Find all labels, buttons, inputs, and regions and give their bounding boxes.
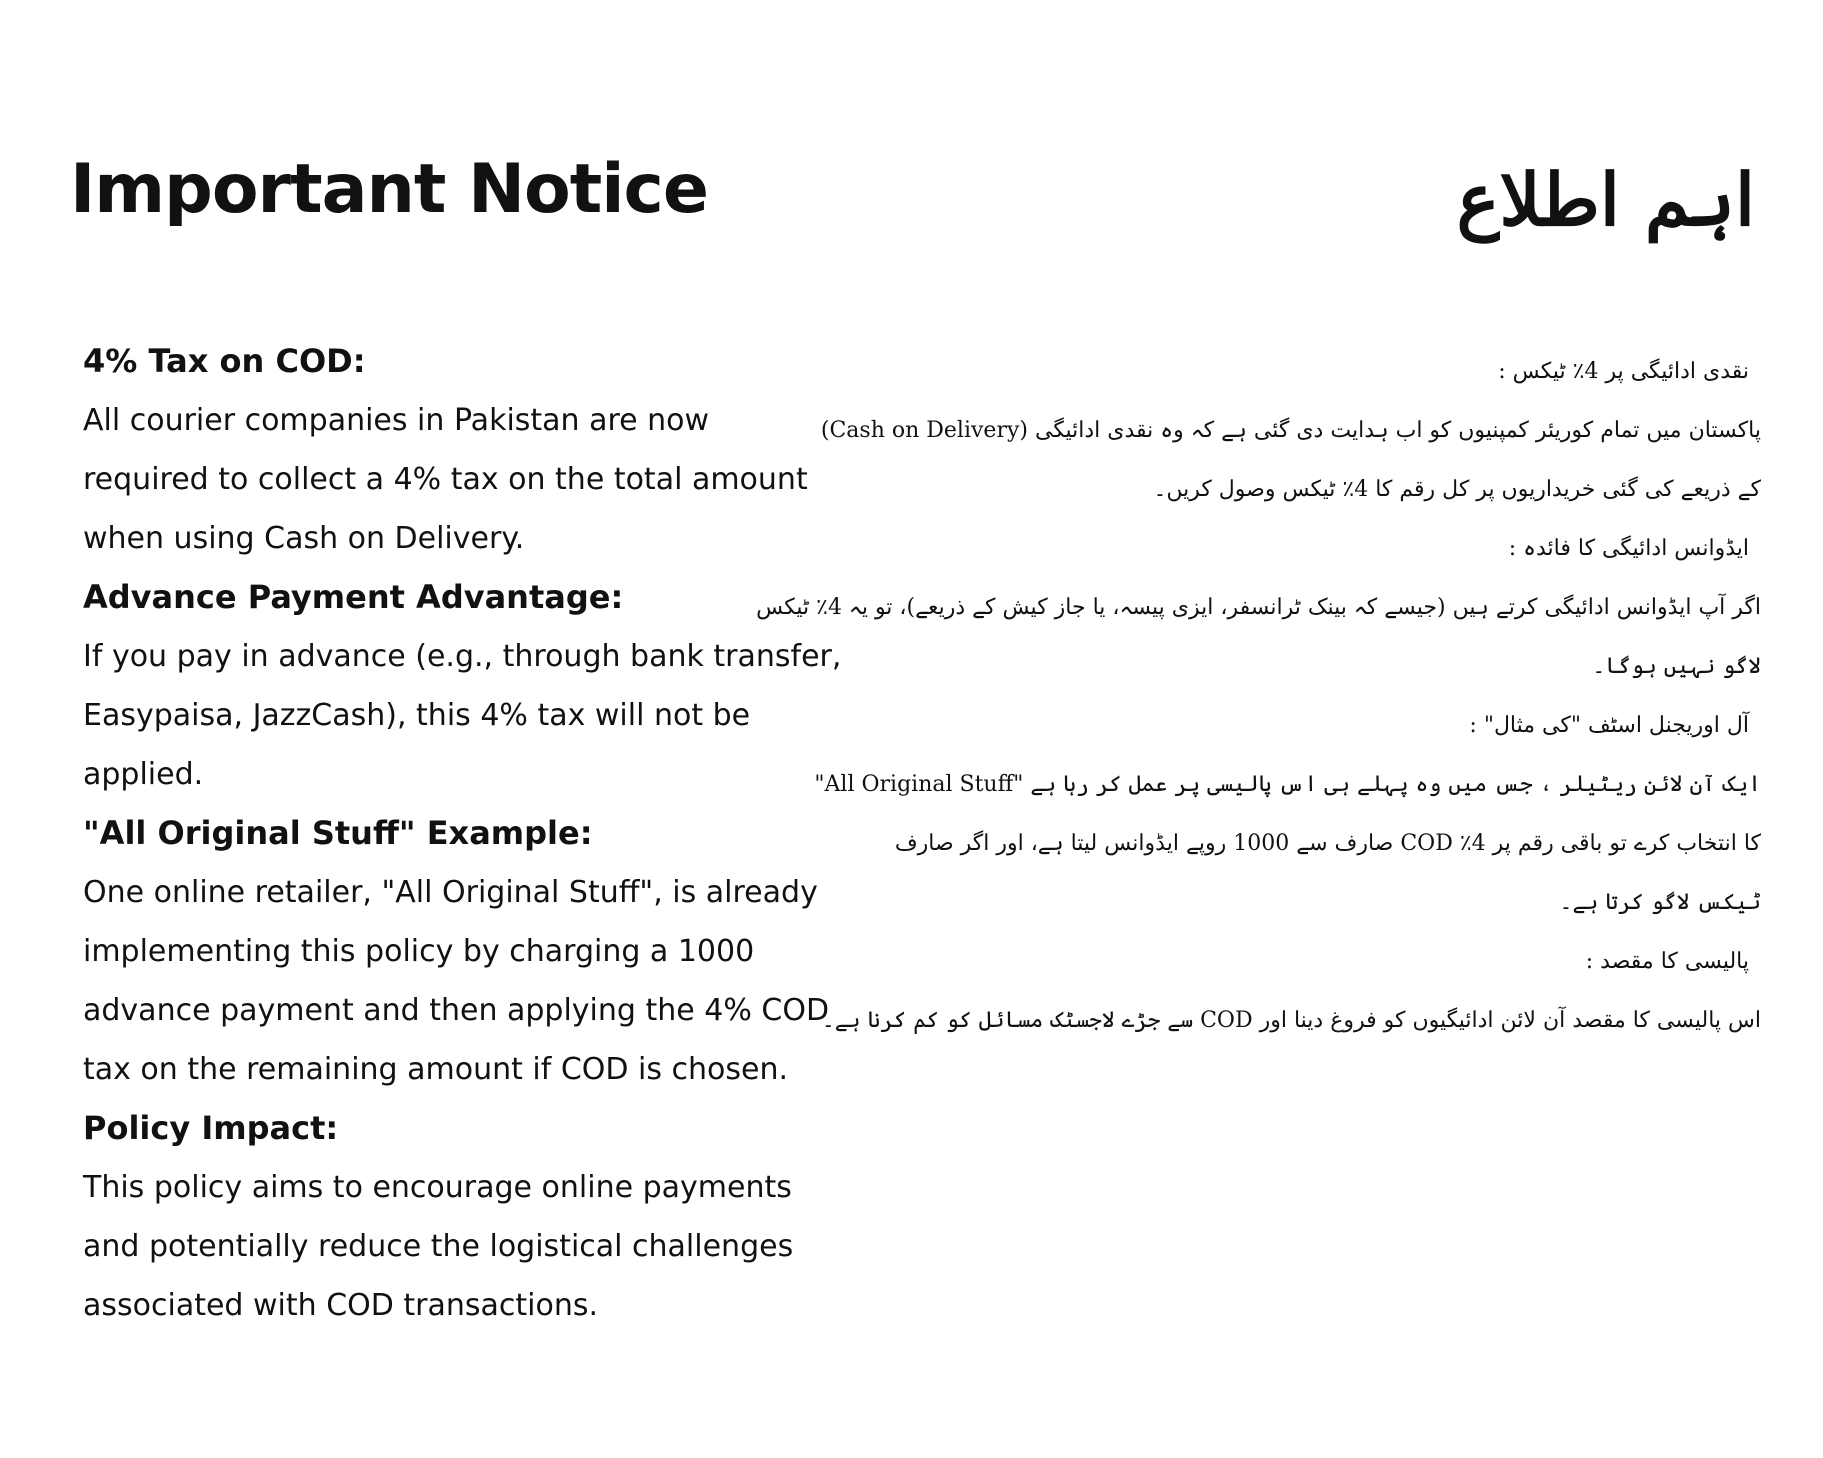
body-line: tax on the remaining amount if COD is chosen. — [83, 1052, 789, 1087]
urdu-body-line: کا انتخاب کرے تو باقی رقم پر 4٪ COD صارف سے 1000 روپے ایڈوانس لیتا ہے، اور اگر صارف — [894, 831, 1761, 856]
urdu-body-line: ٹیکس لاگو کرتا ہے۔ — [1559, 890, 1761, 915]
urdu-column — [756, 342, 1761, 1050]
section-heading: Policy Impact: — [83, 1109, 339, 1147]
page-title-urdu: اہم اطلاع — [1456, 157, 1755, 242]
urdu-section-heading: نقدی ادائیگی پر 4٪ ٹیکس : — [1498, 359, 1749, 384]
urdu-section-example — [814, 696, 1761, 932]
urdu-section-heading: آل اوریجنل اسٹف "کی مثال" : — [1469, 713, 1749, 738]
urdu-section-heading: پالیسی کا مقصد : — [1585, 949, 1749, 974]
body-line: and potentially reduce the logistical challenges — [83, 1229, 794, 1264]
urdu-section-body — [814, 755, 1761, 932]
urdu-section-cod-tax — [820, 342, 1761, 519]
urdu-section-body — [821, 991, 1761, 1050]
urdu-section-body — [756, 578, 1761, 696]
urdu-section-policy-impact — [821, 932, 1761, 1050]
urdu-body-line: لاگو نہیں ہوگا۔ — [1592, 654, 1761, 679]
body-line: required to collect a 4% tax on the total amount — [83, 462, 808, 497]
section-cod-tax — [83, 332, 883, 568]
body-line: associated with COD transactions. — [83, 1288, 599, 1323]
urdu-body-line: ایک آن لائن ریٹیلر ، جس میں وہ پہلے ہی اس پالیسی پر عمل کر رہا ہے "All Original Stuff" — [814, 772, 1761, 797]
body-line: This policy aims to encourage online payments — [83, 1170, 792, 1205]
urdu-section-body — [820, 401, 1761, 519]
section-heading: "All Original Stuff" Example: — [83, 814, 593, 852]
english-column — [83, 332, 883, 1335]
urdu-body-line: اگر آپ ایڈوانس ادائیگی کرتے ہیں (جیسے کہ بینک ٹرانسفر، ایزی پیسہ، یا جاز کیش کے ذریعے)، تو یہ 4٪ ٹیکس — [756, 595, 1761, 620]
section-heading: 4% Tax on COD: — [83, 342, 366, 380]
section-example — [83, 804, 883, 1099]
section-heading: Advance Payment Advantage: — [83, 578, 624, 616]
section-body — [83, 1158, 883, 1335]
body-line: implementing this policy by charging a 1000 — [83, 934, 755, 969]
urdu-body-line: اس پالیسی کا مقصد آن لائن ادائیگیوں کو فروغ دینا اور COD سے جڑے لاجسٹک مسائل کو کم کرنا ہے۔ — [821, 1008, 1761, 1033]
section-body — [83, 863, 883, 1099]
body-line: when using Cash on Delivery. — [83, 521, 525, 556]
urdu-body-line: کے ذریعے کی گئی خریداریوں پر کل رقم کا 4٪ ٹیکس وصول کریں۔ — [1153, 477, 1761, 502]
urdu-body-line: پاکستان میں تمام کوریئر کمپنیوں کو اب ہدایت دی گئی ہے کہ وہ نقدی ادائیگی (Cash on Delivery) — [820, 418, 1761, 443]
body-line: One online retailer, "All Original Stuff", is already — [83, 875, 818, 910]
page-title-english: Important Notice — [70, 150, 708, 229]
body-line: advance payment and then applying the 4% COD — [83, 993, 830, 1028]
body-line: Easypaisa, JazzCash), this 4% tax will not be — [83, 698, 751, 733]
urdu-section-heading: ایڈوانس ادائیگی کا فائدہ : — [1508, 536, 1749, 561]
body-line: applied. — [83, 757, 204, 792]
section-body — [83, 627, 883, 804]
urdu-section-advance-payment — [756, 519, 1761, 696]
section-policy-impact — [83, 1099, 883, 1335]
section-body — [83, 391, 883, 568]
body-line: All courier companies in Pakistan are now — [83, 403, 710, 438]
body-line: If you pay in advance (e.g., through bank transfer, — [83, 639, 842, 674]
